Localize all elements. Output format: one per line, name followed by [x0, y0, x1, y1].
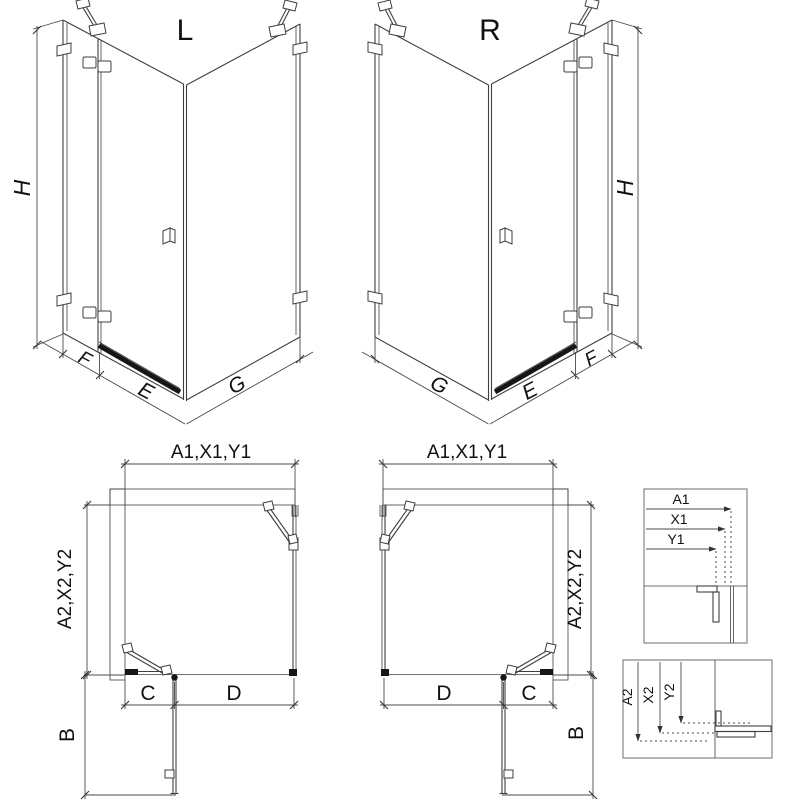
depth-dim-label: A2,X2,Y2 — [55, 548, 76, 630]
variant-label-right: R — [479, 14, 501, 47]
wall-profile-section — [715, 711, 771, 737]
iso-view-left — [9, 0, 313, 424]
door-d-label: D — [226, 682, 242, 705]
side-g-label: G — [426, 371, 452, 400]
detail-y1-label: Y1 — [667, 531, 685, 547]
height-dim-label: H — [612, 179, 638, 197]
width-dim-label: A1,X1,Y1 — [170, 442, 252, 463]
door-e-label: E — [134, 377, 158, 405]
detail-a1-label: A1 — [672, 491, 690, 507]
iso-view-right — [362, 0, 642, 424]
door-d-label: D — [436, 682, 452, 705]
variant-label-left: L — [176, 14, 194, 47]
height-dim-label: H — [9, 179, 35, 197]
detail-x1-label: X1 — [670, 511, 688, 527]
fixed-c-label: C — [521, 682, 537, 705]
detail-y2-label: Y2 — [661, 683, 677, 701]
door-e-label: E — [518, 377, 542, 405]
detail-x2-label: X2 — [640, 686, 656, 704]
iso-right-geometry — [362, 0, 642, 424]
door-b-label: B — [565, 725, 588, 741]
door-b-label: B — [56, 727, 79, 743]
side-g-label: G — [224, 371, 250, 400]
fixed-c-label: C — [140, 682, 156, 705]
detail-a2-label: A2 — [619, 688, 635, 706]
wall-section-left — [110, 489, 125, 680]
wall-profile-section — [697, 586, 734, 643]
width-dim-label: A1,X1,Y1 — [426, 442, 508, 463]
plan-left-geometry — [81, 459, 299, 799]
panel-f-label: F — [74, 347, 95, 372]
detail-box-width — [644, 489, 747, 643]
depth-dim-label: A2,X2,Y2 — [565, 548, 586, 630]
plan-view-left — [55, 442, 299, 799]
plan-view-right — [379, 442, 597, 799]
detail-box-depth — [619, 660, 772, 758]
iso-left-geometry — [33, 0, 313, 424]
panel-f-label: F — [581, 347, 602, 372]
